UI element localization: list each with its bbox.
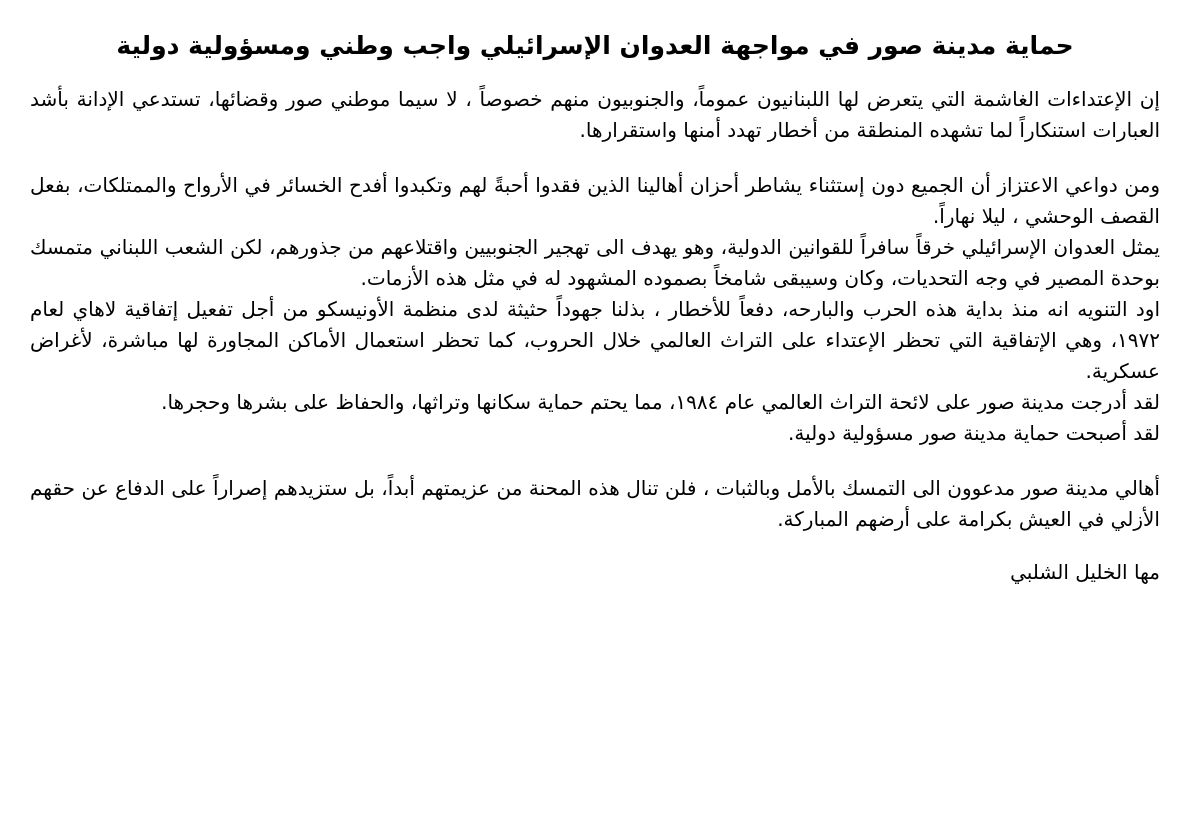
paragraph-world-heritage: لقد أدرجت مدينة صور على لائحة التراث العالمي عام ١٩٨٤، مما يحتم حماية سكانها وتراثها، والحفاظ على بشرها وحجرها. [161,390,1160,414]
paragraph-solidarity: ومن دواعي الاعتزاز أن الجميع دون إستثناء يشاطر أحزان أهالينا الذين فقدوا أحبةً لهم وتكبدوا أفدح الخسائر في الأرواح والممتلكات، بفعل القصف الوحشي ، ليلا نهاراً. [30,173,1160,228]
paragraph-call-to-residents: أهالي مدينة صور مدعوون الى التمسك بالأمل وبالثبات ، فلن تنال هذه المحنة من عزيمتهم أبداً، بل ستزيدهم إصراراً على الدفاع عن حقهم الأزلي في العيش بكرامة على أرضهم المباركة. [30,476,1160,531]
paragraph-condemnation: إن الإعتداءات الغاشمة التي يتعرض لها اللبنانيون عموماً، والجنوبيون منهم خصوصاً ، لا سيما موطني صور وقضائها، تستدعي الإدانة بأشد العبارات استنكاراً لما تشهده المنطقة من أخطار تهدد أمنها واستقرارها. [30,87,1160,142]
document-title: حماية مدينة صور في مواجهة العدوان الإسرائيلي واجب وطني ومسؤولية دولية [116,31,1074,60]
document-body [30,84,1160,535]
document-page [30,28,1160,803]
paragraph-international-responsibility: لقد أصبحت حماية مدينة صور مسؤولية دولية. [788,421,1160,445]
paragraph-violation: يمثل العدوان الإسرائيلي خرقاً سافراً للقوانين الدولية، وهو يهدف الى تهجير الجنوبيين واقتلاعهم من جذورهم، لكن الشعب اللبناني متمسك بوحدة المصير في وجه التحديات، وكان وسيبقى شامخاً بصموده المشهود له في مثل هذه الأزمات. [30,235,1160,290]
paragraph-unesco-efforts: اود التنويه انه منذ بداية هذه الحرب والبارحه، دفعاً للأخطار ، بذلنا جهوداً حثيثة لدى منظمة الأونيسكو من أجل تفعيل إتفاقية لاهاي لعام ١٩٧٢، وهي الإتفاقية التي تحظر الإعتداء على التراث العالمي خلال الحروب، كما تحظر استعمال الأماكن المجاورة لها مباشرة، لأغراض عسكرية. [30,297,1160,383]
author-signature: مها الخليل الشلبي [1010,560,1160,584]
